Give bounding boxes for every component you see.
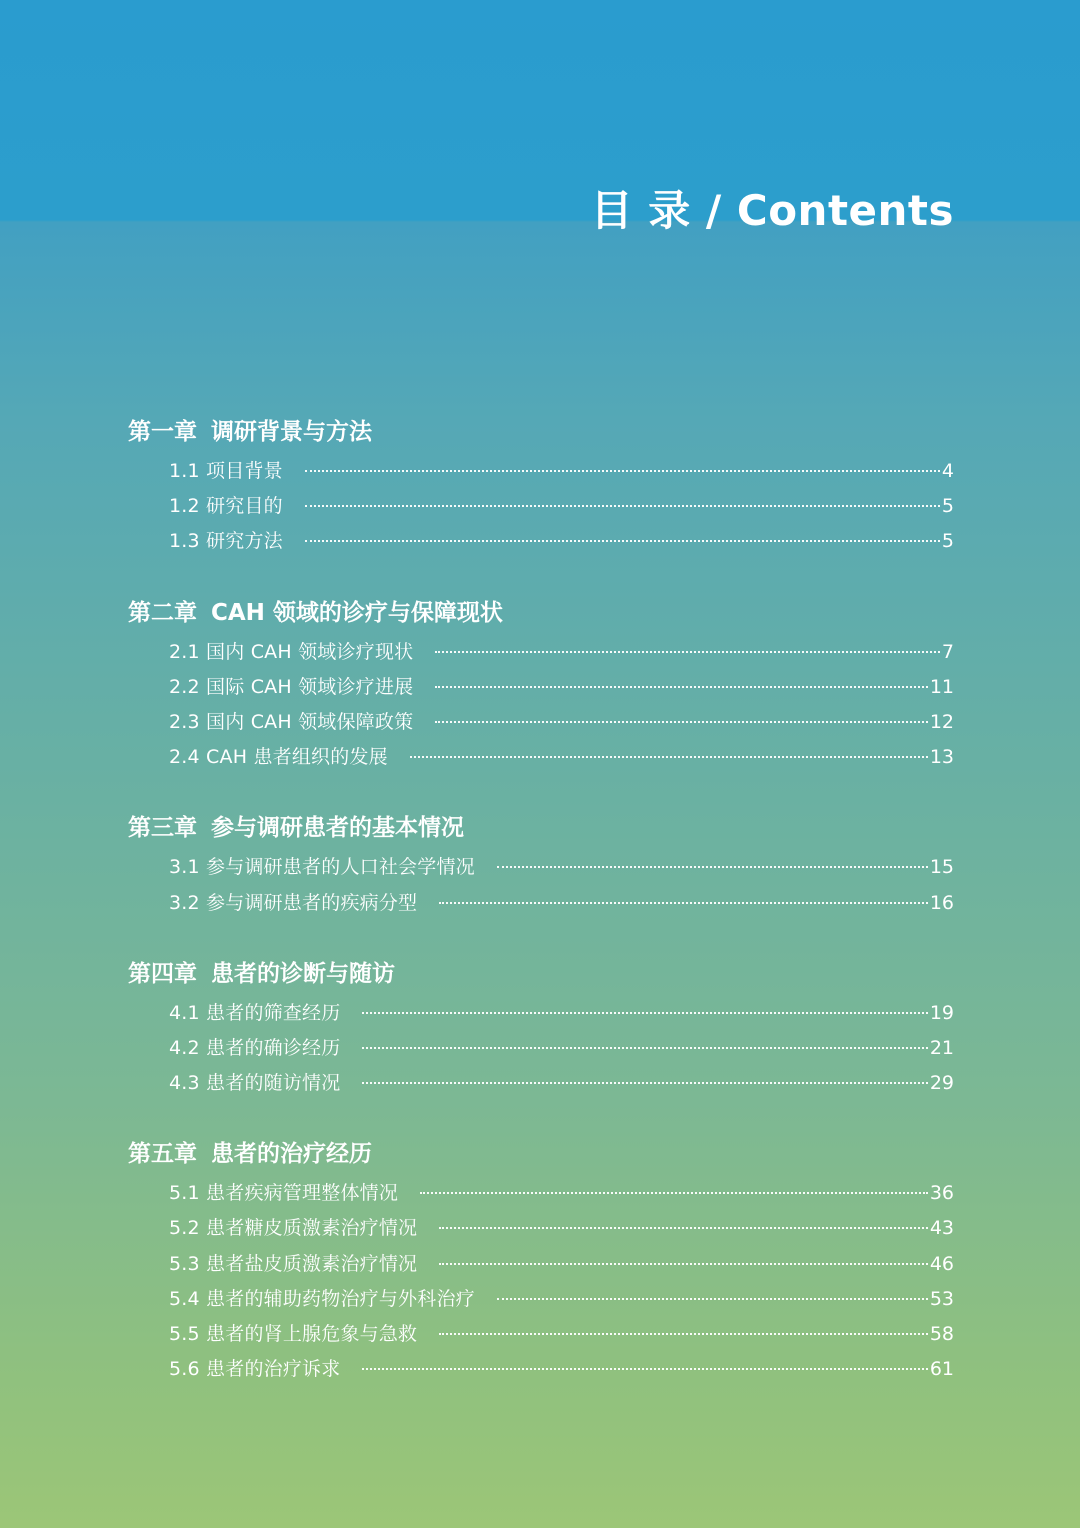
entry-label: 1.3 研究方法: [169, 530, 283, 553]
toc-entry[interactable]: [128, 886, 954, 921]
dot-leader: [362, 1082, 927, 1084]
dot-leader: [410, 756, 928, 758]
entry-label: 1.1 项目背景: [169, 460, 283, 482]
toc-entry[interactable]: [128, 1352, 954, 1387]
toc-entry[interactable]: [128, 489, 954, 524]
chapter-number: 第四章: [128, 960, 197, 987]
dot-leader: [435, 651, 940, 653]
entry-label: 2.4 CAH 患者组织的发展: [169, 746, 388, 769]
chapter-title: 调研背景与方法: [211, 419, 372, 445]
page-number: 21: [929, 1036, 954, 1059]
entry-label: 5.3 患者盐皮质激素治疗情况: [169, 1252, 418, 1275]
chapter-heading[interactable]: [128, 410, 954, 454]
dot-leader: [439, 902, 928, 904]
dot-leader: [435, 686, 928, 688]
page-title: 目 录 / Contents: [590, 186, 954, 235]
toc-entry[interactable]: [128, 1247, 954, 1282]
dot-leader: [362, 1047, 927, 1049]
entry-label: 5.6 患者的治疗诉求: [169, 1358, 341, 1381]
page-number: 15: [929, 856, 954, 879]
page-number: 61: [929, 1358, 954, 1381]
page-number: 13: [929, 746, 954, 769]
toc-entry[interactable]: [128, 1211, 954, 1246]
chapter-1: [128, 410, 954, 560]
page-number: 36: [929, 1182, 954, 1205]
chapter-title: 患者的治疗经历: [211, 1141, 372, 1168]
toc-entry[interactable]: [128, 454, 954, 489]
dot-leader: [305, 540, 940, 542]
dot-leader: [435, 721, 928, 723]
toc-entry[interactable]: [128, 1317, 954, 1352]
chapter-heading[interactable]: [128, 806, 954, 850]
page-number: 19: [929, 1001, 954, 1024]
entry-label: 5.5 患者的肾上腺危象与急救: [169, 1323, 418, 1345]
dot-leader: [362, 1012, 927, 1014]
page-number: 12: [929, 710, 954, 733]
chapter-title: 患者的诊断与随访: [211, 960, 395, 987]
entry-label: 4.2 患者的确诊经历: [169, 1036, 341, 1059]
chapter-heading[interactable]: [128, 591, 954, 635]
entry-label: 5.1 患者疾病管理整体情况: [169, 1182, 399, 1205]
chapter-title: CAH 领域的诊疗与保障现状: [211, 599, 503, 626]
toc-entry[interactable]: [128, 996, 954, 1031]
entry-label: 5.2 患者糖皮质激素治疗情况: [169, 1217, 418, 1240]
dot-leader: [362, 1368, 927, 1370]
dot-leader: [305, 470, 940, 472]
entry-label: 2.2 国际 CAH 领域诊疗进展: [169, 675, 414, 698]
toc-entry[interactable]: [128, 635, 954, 670]
entry-label: 4.3 患者的随访情况: [169, 1072, 341, 1095]
dot-leader: [497, 1298, 928, 1300]
dot-leader: [439, 1333, 928, 1335]
page-number: 5: [941, 495, 954, 518]
page-number: 58: [929, 1323, 954, 1345]
page-number: 7: [941, 640, 954, 663]
toc-entry[interactable]: [128, 850, 954, 885]
page-number: 11: [929, 675, 954, 698]
entry-label: 2.3 国内 CAH 领域保障政策: [169, 710, 414, 733]
entry-label: 4.1 患者的筛查经历: [169, 1001, 341, 1024]
toc-entry[interactable]: [128, 705, 954, 740]
page-number: 16: [929, 891, 954, 914]
page-number: 5: [941, 530, 954, 553]
chapter-5: [128, 1132, 954, 1387]
page-number: 4: [941, 460, 954, 482]
chapter-heading[interactable]: [128, 952, 954, 996]
entry-label: 2.1 国内 CAH 领域诊疗现状: [169, 640, 414, 663]
toc-entry[interactable]: [128, 740, 954, 775]
page-number: 53: [929, 1287, 954, 1310]
toc-entry[interactable]: [128, 1176, 954, 1211]
entry-label: 3.1 参与调研患者的人口社会学情况: [169, 856, 475, 879]
chapter-number: 第五章: [128, 1141, 197, 1168]
page-number: 46: [929, 1252, 954, 1275]
toc-entry[interactable]: [128, 1066, 954, 1101]
entry-label: 5.4 患者的辅助药物治疗与外科治疗: [169, 1287, 475, 1310]
dot-leader: [439, 1263, 928, 1265]
chapter-number: 第三章: [128, 815, 197, 842]
page-number: 29: [929, 1072, 954, 1095]
chapter-number: 第二章: [128, 599, 197, 626]
table-of-contents: [128, 410, 954, 1418]
chapter-title: 参与调研患者的基本情况: [211, 815, 464, 842]
dot-leader: [439, 1227, 928, 1229]
toc-entry[interactable]: [128, 1031, 954, 1066]
toc-entry[interactable]: [128, 524, 954, 559]
chapter-4: [128, 952, 954, 1102]
entry-label: 1.2 研究目的: [169, 495, 283, 518]
chapter-number: 第一章: [128, 419, 197, 445]
dot-leader: [420, 1192, 928, 1194]
page-number: 43: [929, 1217, 954, 1240]
toc-entry[interactable]: [128, 1282, 954, 1317]
entry-label: 3.2 参与调研患者的疾病分型: [169, 891, 418, 914]
chapter-3: [128, 806, 954, 920]
chapter-2: [128, 591, 954, 776]
chapter-heading[interactable]: [128, 1132, 954, 1176]
toc-entry[interactable]: [128, 670, 954, 705]
dot-leader: [305, 505, 940, 507]
dot-leader: [497, 866, 928, 868]
